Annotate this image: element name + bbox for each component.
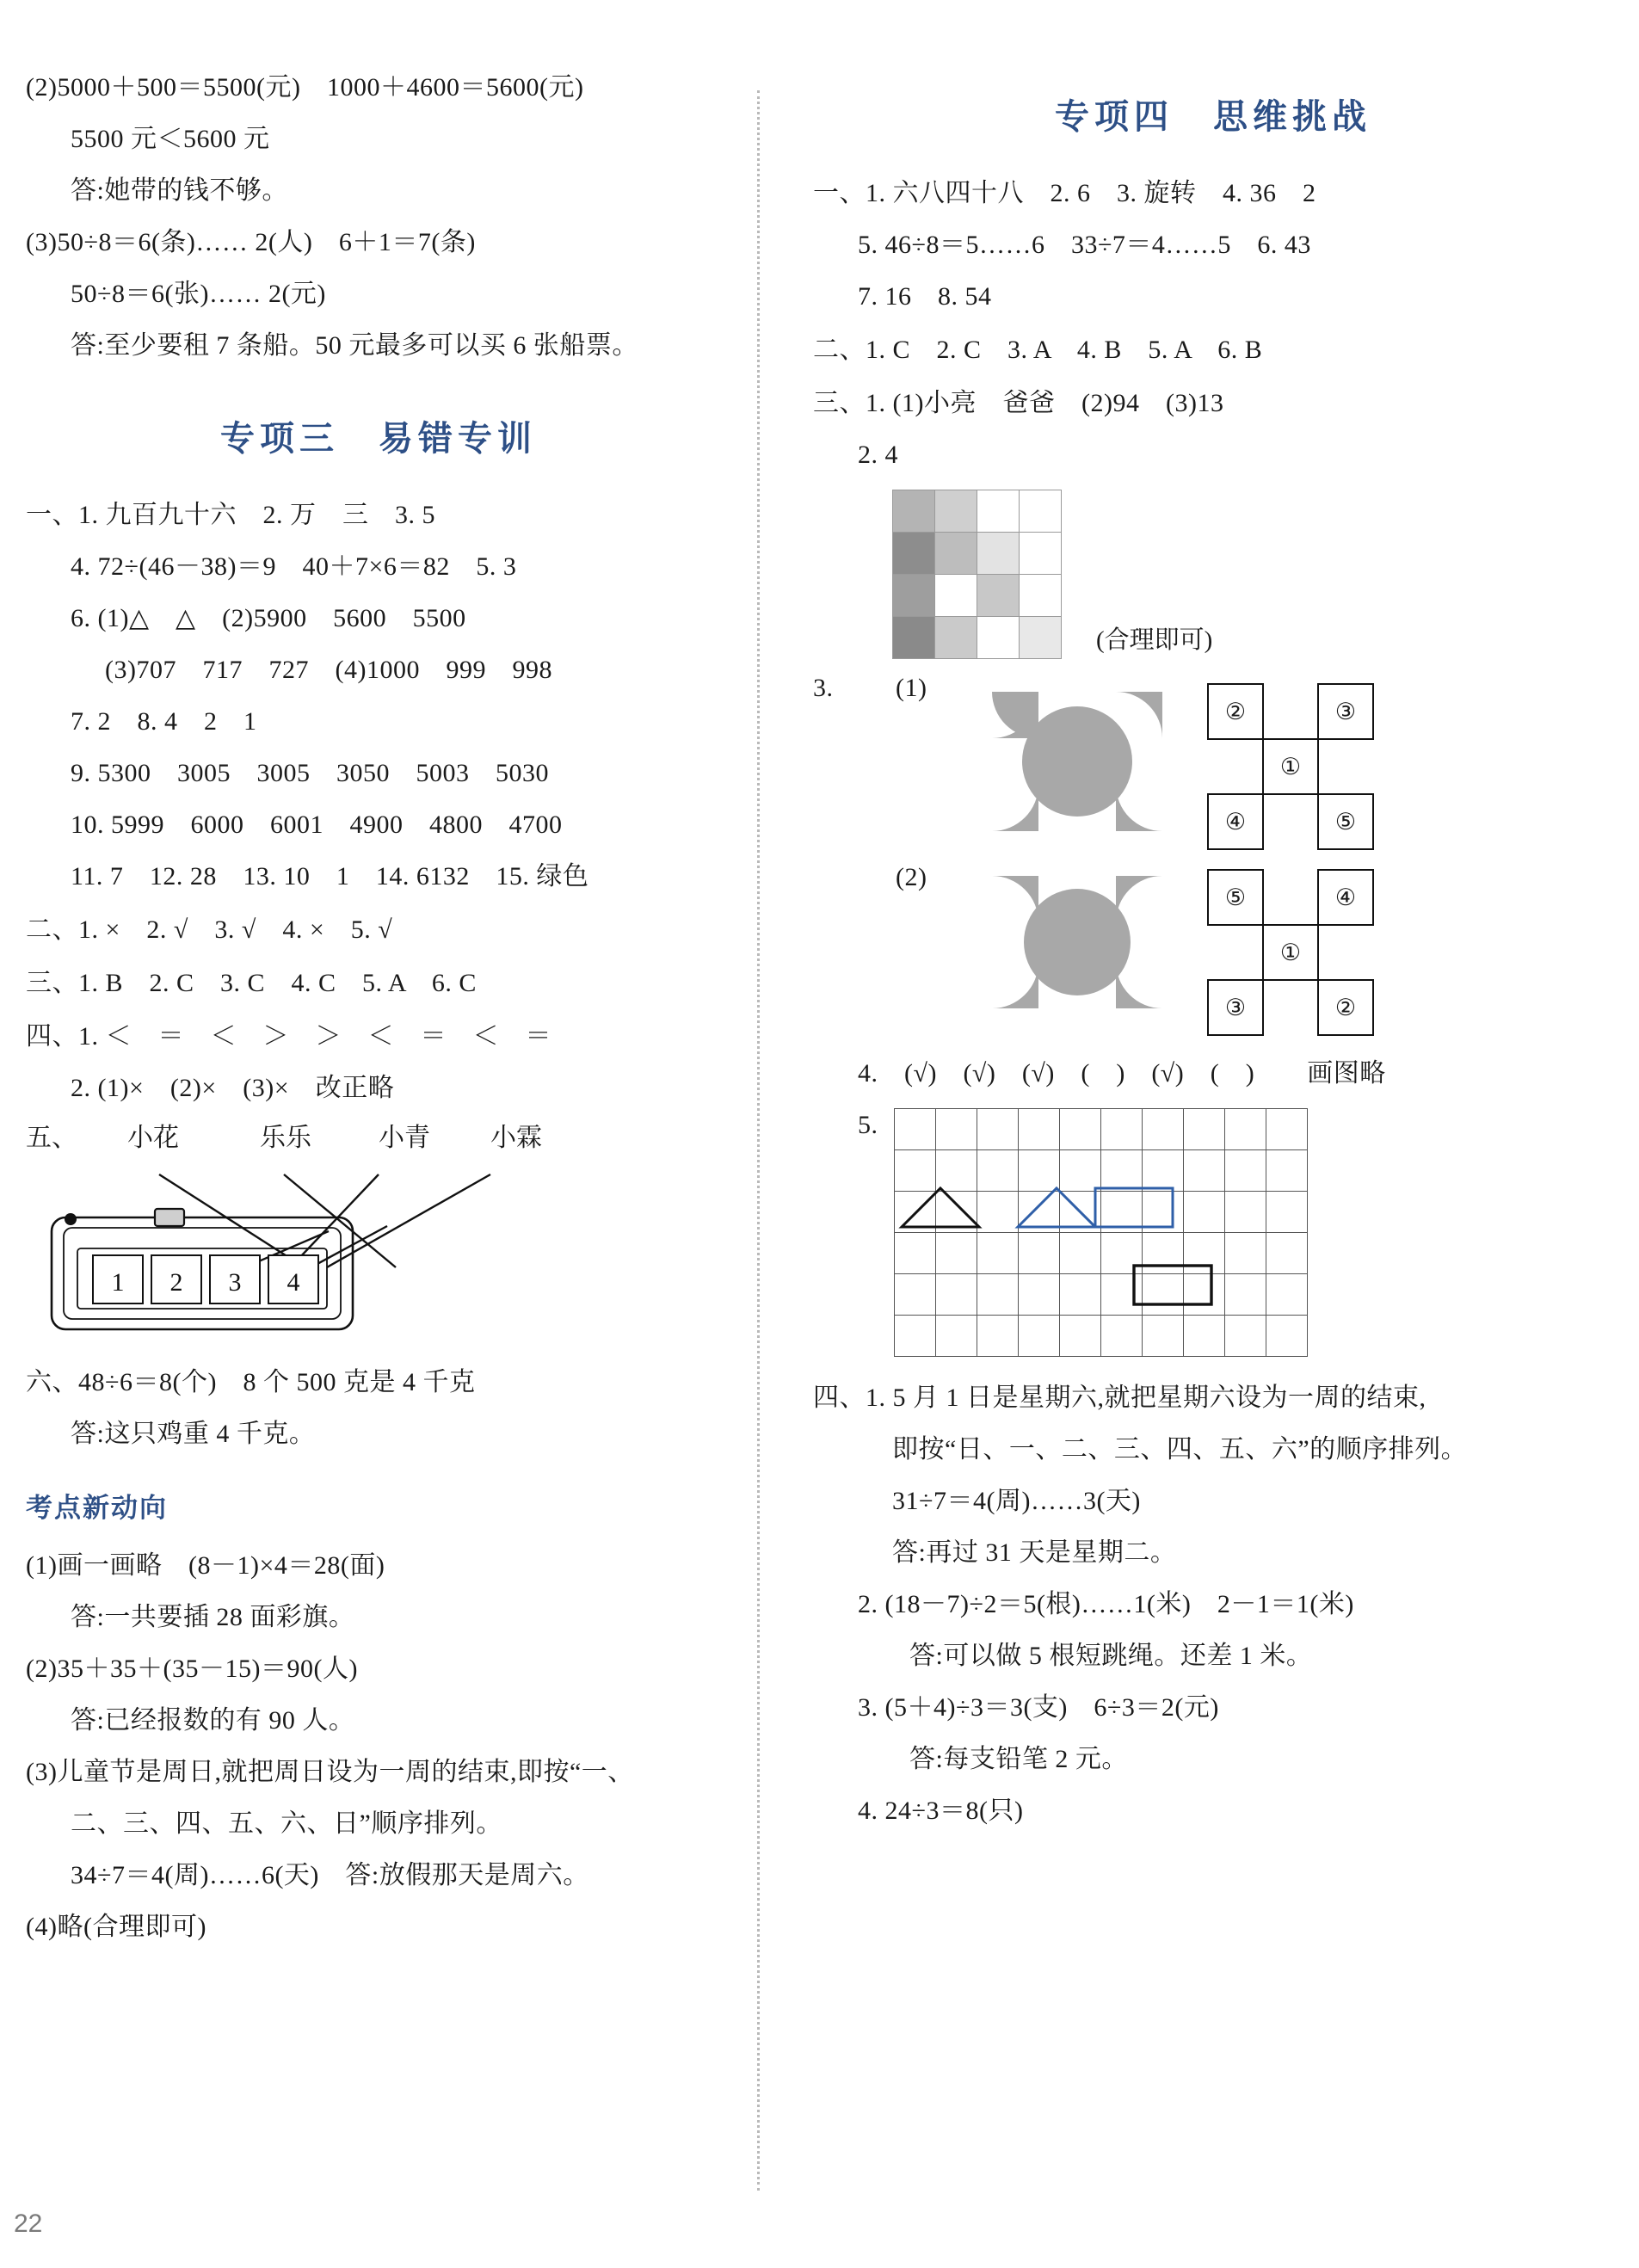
grid-cell [1266, 1233, 1307, 1274]
answer-line: 5500 元＜5600 元 [71, 125, 270, 153]
right-group-two-block [813, 324, 1613, 376]
grid-cell [935, 1233, 977, 1274]
grid-cell [1059, 1150, 1100, 1192]
answer-line: 答:这只鸡重 4 千克。 [71, 1420, 316, 1448]
grid-cell [1224, 1150, 1266, 1192]
grid-row [894, 1233, 1307, 1274]
answer-line: 一、1. 六八四十八 2. 6 3. 旋转 4. 36 2 [813, 179, 1316, 207]
grid-row [893, 533, 1062, 575]
answer-line: 即按“日、一、二、三、四、五、六”的顺序排列。 [892, 1435, 1468, 1464]
grid-cell [1020, 575, 1062, 617]
subsection-title-new-trend: 考点新动向 [26, 1493, 168, 1523]
grid-cell [1059, 1109, 1100, 1150]
answer-line: 三、1. B 2. C 3. C 4. C 5. A 6. C [26, 969, 477, 997]
item5-row [813, 1108, 1613, 1357]
answer-line: 2. (18－7)÷2＝5(根)……1(米) 2－1＝1(米) [858, 1590, 1354, 1618]
grid-cell [1059, 1274, 1100, 1316]
group-two-block [26, 904, 731, 956]
answer-line: 2. (1)× (2)× (3)× 改正略 [71, 1074, 395, 1102]
item3-sub1-label: (1) [896, 674, 927, 702]
grid-cell [977, 1109, 1018, 1150]
grid-cell [935, 1316, 977, 1357]
net-empty [1208, 925, 1263, 980]
group-six-block [26, 1357, 731, 1460]
grid-cell [1100, 1109, 1142, 1150]
net-row [1208, 794, 1373, 849]
answer-line: (2)5000＋500＝5500(元) 1000＋4600＝5600(元) [26, 73, 584, 102]
item5-figure [894, 1108, 1308, 1357]
circle-corner-shape-1 [970, 671, 1185, 852]
answer-line: 答:一共要插 28 面彩旗。 [71, 1603, 355, 1631]
grid-cell [1059, 1192, 1100, 1233]
answer-line: 4. 72÷(46－38)＝9 40＋7×6＝82 5. 3 [71, 552, 517, 581]
column-divider [757, 90, 760, 2191]
answer-line: (2)35＋35＋(35－15)＝90(人) [26, 1655, 358, 1683]
net-row [1208, 925, 1373, 980]
grid-cell [977, 1274, 1018, 1316]
shaded-grid-figure [813, 490, 1613, 659]
grid-cell [1018, 1274, 1059, 1316]
net-empty [1263, 980, 1318, 1035]
grid-cell [1266, 1274, 1307, 1316]
grid-cell [977, 490, 1020, 533]
section-title-zhuanxiang-san: 专项三 易错专训 [220, 420, 537, 458]
grid-cell [893, 575, 935, 617]
grid-row [894, 1109, 1307, 1150]
grid-cell [893, 533, 935, 575]
grid-cell [1224, 1316, 1266, 1357]
answer-line: (4)略(合理即可) [26, 1913, 206, 1941]
grid-row [893, 617, 1062, 659]
grid-cell [894, 1316, 935, 1357]
net-empty [1263, 870, 1318, 925]
answer-sheet-figure [26, 1166, 731, 1347]
grid-cell [935, 617, 977, 659]
answer-line: 三、1. (1)小亮 爸爸 (2)94 (3)13 [813, 389, 1224, 417]
grid-cell [1266, 1316, 1307, 1357]
cube-net-1 [1207, 683, 1374, 850]
grid-cell [1018, 1233, 1059, 1274]
svg-text:2: 2 [169, 1268, 183, 1297]
net-cell: ③ [1318, 684, 1373, 739]
item3-row1 [813, 671, 1613, 852]
name-xiaolin: 小霖 [490, 1124, 542, 1152]
grid-cell [977, 617, 1020, 659]
answer-line: 2. 4 [858, 441, 898, 469]
continued-answers-block [26, 62, 731, 372]
grid-cell [1266, 1192, 1307, 1233]
grid-cell [935, 533, 977, 575]
grid-cell [1018, 1150, 1059, 1192]
net-cell: ① [1263, 925, 1318, 980]
remote-with-cards-svg [26, 1166, 628, 1351]
net-cell: ① [1263, 739, 1318, 794]
grid-row [893, 575, 1062, 617]
grid-cell [977, 575, 1020, 617]
answer-line: 3. (5＋4)÷3＝3(支) 6÷3＝2(元) [858, 1693, 1219, 1722]
grid-cell [1183, 1150, 1224, 1192]
grid-cell [935, 490, 977, 533]
net-row [1208, 870, 1373, 925]
grid-cell [977, 1192, 1018, 1233]
answer-line: 答:再过 31 天是星期二。 [892, 1538, 1177, 1567]
answer-line: 34÷7＝4(周)……6(天) 答:放假那天是周六。 [71, 1861, 589, 1889]
answer-line: (3)707 717 727 (4)1000 999 998 [105, 656, 552, 684]
grid-cell [1020, 490, 1062, 533]
net-empty [1208, 739, 1263, 794]
group-five-block [26, 1116, 731, 1347]
group-one-block [26, 490, 731, 903]
answer-line: 答:已经报数的有 90 人。 [71, 1706, 355, 1735]
net-cell: ④ [1208, 794, 1263, 849]
grid-cell [935, 1274, 977, 1316]
grid-row [894, 1274, 1307, 1316]
grid-cell [1018, 1316, 1059, 1357]
grid-cell [977, 533, 1020, 575]
section-title-zhuanxiang-si: 专项四 思维挑战 [1055, 98, 1371, 136]
net-cell: ⑤ [1318, 794, 1373, 849]
grid-cell [1183, 1316, 1224, 1357]
item3-spacer [813, 860, 873, 895]
grid-cell [1100, 1316, 1142, 1357]
grid-cell [1142, 1109, 1183, 1150]
grid-note: (合理即可) [1096, 626, 1213, 654]
grid-cell [1020, 533, 1062, 575]
answer-line: 50÷8＝6(张)…… 2(元) [71, 280, 326, 308]
grid-cell [1183, 1109, 1224, 1150]
grid-cell [894, 1150, 935, 1192]
answer-line: 答:每支铅笔 2 元。 [909, 1745, 1128, 1773]
item5-label: 5. [858, 1111, 878, 1139]
answer-line: 二、1. × 2. √ 3. √ 4. × 5. √ [26, 915, 393, 944]
left-column [0, 0, 749, 2268]
answer-line: 9. 5300 3005 3005 3050 5003 5030 [71, 759, 549, 787]
item3-sub2-label: (2) [896, 863, 927, 891]
grid-cell [894, 1274, 935, 1316]
grid-row [894, 1150, 1307, 1192]
grid-cell [1059, 1233, 1100, 1274]
group-four-block [26, 1011, 731, 1114]
net-cell: ④ [1318, 870, 1373, 925]
grid-cell [935, 1150, 977, 1192]
grid-cell [1018, 1109, 1059, 1150]
answer-line: (1)画一画略 (8－1)×4＝28(面) [26, 1551, 385, 1580]
grid-cell [1266, 1109, 1307, 1150]
grid-cell [1183, 1192, 1224, 1233]
grid-cell [935, 1109, 977, 1150]
right-group-four-block [813, 1372, 1613, 1837]
answer-line: 5. 46÷8＝5……6 33÷7＝4……5 6. 43 [858, 231, 1311, 259]
shaded-grid [892, 490, 1062, 659]
group-three-block [26, 958, 731, 1009]
svg-text:3: 3 [228, 1268, 242, 1297]
answer-line: 4. 24÷3＝8(只) [858, 1797, 1024, 1825]
answer-line: (3)50÷8＝6(条)…… 2(人) 6＋1＝7(条) [26, 228, 476, 256]
net-empty [1263, 684, 1318, 739]
grid-cell [1183, 1233, 1224, 1274]
grid-cell [1142, 1150, 1183, 1192]
answer-line: 10. 5999 6000 6001 4900 4800 4700 [71, 810, 563, 839]
net-cell: ⑤ [1208, 870, 1263, 925]
name-xiaohua: 小花 [127, 1124, 179, 1152]
grid-cell [1224, 1233, 1266, 1274]
grid-cell [894, 1192, 935, 1233]
grid-cell [1266, 1150, 1307, 1192]
grid-cell [977, 1233, 1018, 1274]
grid-row [894, 1316, 1307, 1357]
net-empty [1318, 739, 1373, 794]
answer-line: 6. (1)△ △ (2)5900 5600 5500 [71, 604, 466, 632]
net-empty [1263, 794, 1318, 849]
answer-line: 一、1. 九百九十六 2. 万 三 3. 5 [26, 501, 435, 529]
answer-line: 答:可以做 5 根短跳绳。还差 1 米。 [909, 1642, 1313, 1670]
grid-cell [1100, 1274, 1142, 1316]
grid-cell [1018, 1192, 1059, 1233]
grid-cell [977, 1150, 1018, 1192]
answer-line: 11. 7 12. 28 13. 10 1 14. 6132 15. 绿色 [71, 862, 589, 891]
item4-line: 4. (√) (√) (√) ( ) (√) ( ) 画图略 [858, 1059, 1386, 1088]
svg-text:1: 1 [111, 1268, 125, 1297]
answer-line: 31÷7＝4(周)……3(天) [892, 1487, 1141, 1515]
grid-cell [1142, 1192, 1183, 1233]
answer-line: 7. 16 8. 54 [858, 282, 992, 311]
net-row [1208, 980, 1373, 1035]
net-row [1208, 684, 1373, 739]
net-cell: ② [1318, 980, 1373, 1035]
grid-cell [1224, 1109, 1266, 1150]
answer-line: (3)儿童节是周日,就把周日设为一周的结束,即按“一、 [26, 1758, 634, 1786]
grid-cell [1224, 1274, 1266, 1316]
grid-cell [894, 1109, 935, 1150]
cube-net-2 [1207, 869, 1374, 1036]
grid-row [894, 1192, 1307, 1233]
net-row [1208, 739, 1373, 794]
grid-cell [894, 1233, 935, 1274]
item3-row2 [813, 860, 1613, 1036]
grid-cell [1142, 1274, 1183, 1316]
grid-cell [1142, 1233, 1183, 1274]
circle-corner-shape-2 [970, 860, 1185, 1032]
grid-row [893, 490, 1062, 533]
svg-text:4: 4 [287, 1268, 300, 1297]
grid-cell [977, 1316, 1018, 1357]
grid-cell [893, 490, 935, 533]
answer-line: 7. 2 8. 4 2 1 [71, 707, 257, 736]
name-xiaoqing: 小青 [379, 1124, 430, 1152]
grid-cell [1224, 1192, 1266, 1233]
answer-line: 四、1. ＜ ＝ ＜ ＞ ＞ ＜ ＝ ＜ ＝ [26, 1022, 551, 1051]
group-five-names-row [26, 1116, 731, 1161]
right-group-three-block [813, 378, 1613, 481]
answer-line: 答:她带的钱不够。 [71, 176, 288, 205]
answer-line: 四、1. 5 月 1 日是星期六,就把星期六设为一周的结束, [813, 1384, 1426, 1412]
grid-cell [893, 617, 935, 659]
right-column [779, 0, 1639, 2268]
grid-cell [1100, 1192, 1142, 1233]
item3-label: 3. [813, 674, 834, 702]
net-empty [1318, 925, 1373, 980]
grid-cell [935, 1192, 977, 1233]
grid-cell [1100, 1233, 1142, 1274]
answer-line: 六、48÷6＝8(个) 8 个 500 克是 4 千克 [26, 1368, 476, 1396]
grid-cell [1142, 1316, 1183, 1357]
net-cell: ② [1208, 684, 1263, 739]
grid-cell [1100, 1150, 1142, 1192]
grid-cell [1059, 1316, 1100, 1357]
grid-cell [1020, 617, 1062, 659]
answer-line: 二、三、四、五、六、日”顺序排列。 [71, 1809, 502, 1838]
answer-line: 答:至少要租 7 条船。50 元最多可以买 6 张船票。 [71, 331, 638, 360]
right-group-one-block [813, 168, 1613, 323]
drawing-grid [894, 1108, 1308, 1357]
grid-cell [935, 575, 977, 617]
grid-cell [1183, 1274, 1224, 1316]
answer-line: 二、1. C 2. C 3. A 4. B 5. A 6. B [813, 336, 1263, 364]
net-cell: ③ [1208, 980, 1263, 1035]
group-five-label: 五、 [26, 1124, 77, 1152]
page-number: 22 [14, 2209, 43, 2238]
name-lele: 乐乐 [260, 1124, 311, 1152]
new-trend-block [26, 1540, 731, 1953]
